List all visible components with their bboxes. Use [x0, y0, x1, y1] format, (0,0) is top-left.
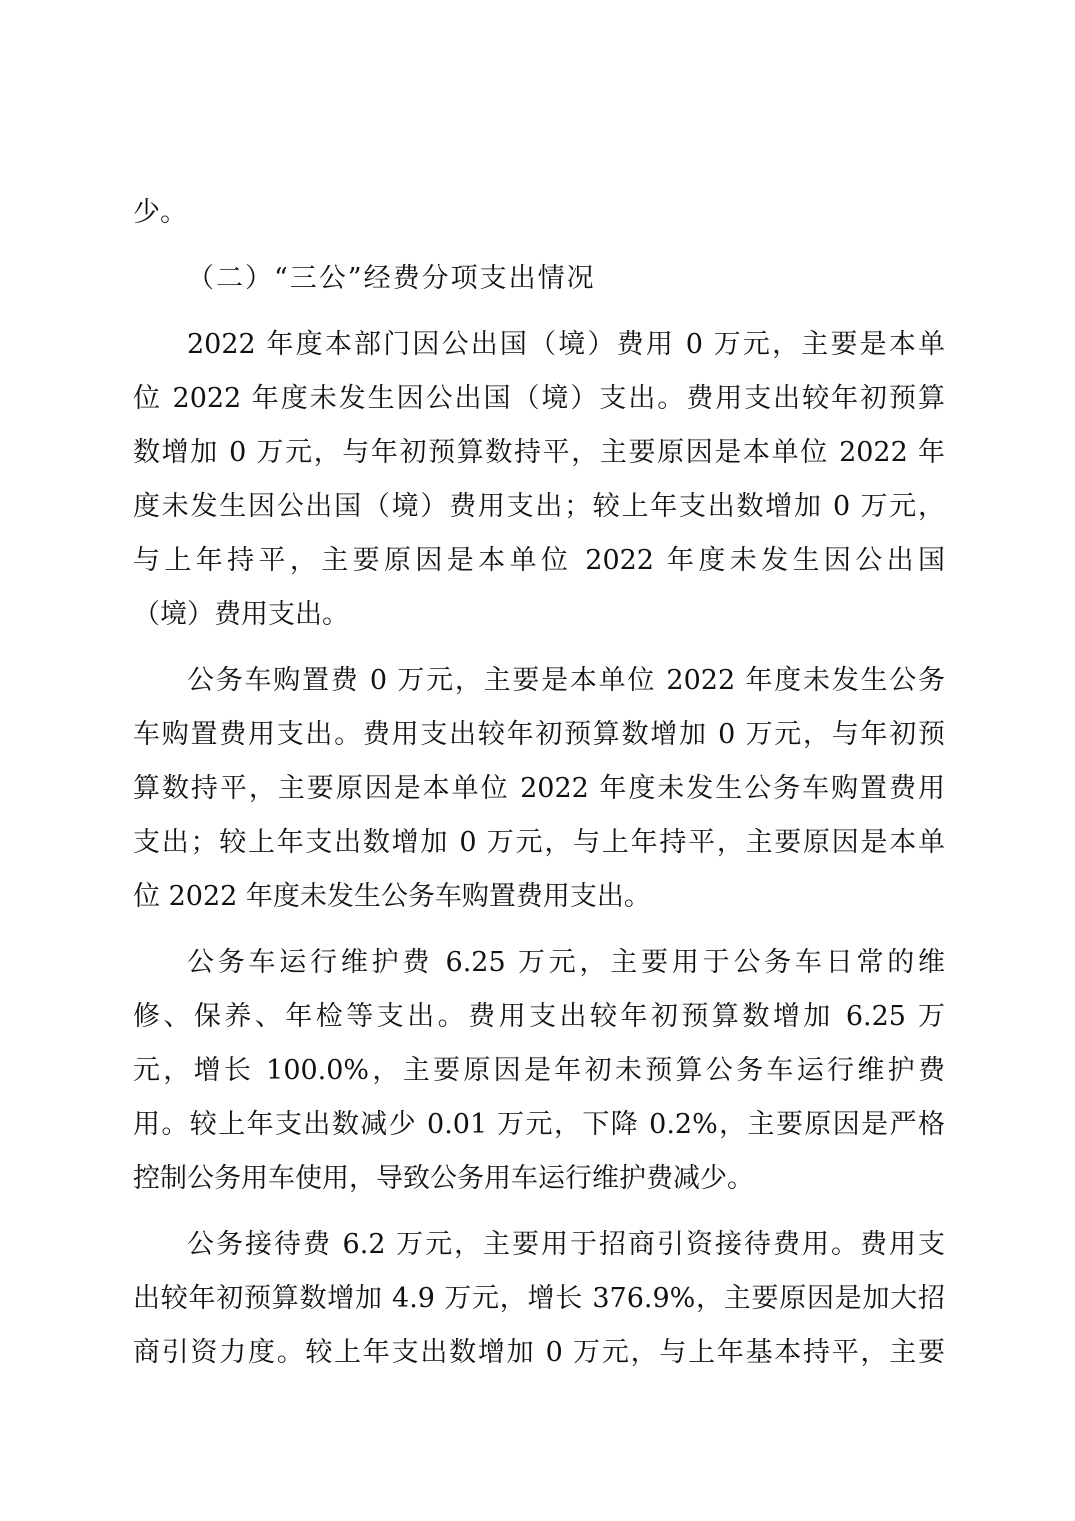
paragraph-overseas-travel — [133, 318, 945, 642]
section-heading: （二）“三公”经费分项支出情况 — [187, 263, 596, 294]
text-line: 出较年初预算数增加 4.9 万元，增长 376.9%，主要原因是加大招 — [133, 1283, 945, 1314]
continued-paragraph-end: 少。 — [133, 197, 187, 228]
text-line: 公务车运行维护费 6.25 万元，主要用于公务车日常的维 — [187, 947, 945, 978]
text-line: 位 2022 年度未发生公务车购置费用支出。 — [133, 881, 651, 912]
text-line: 支出；较上年支出数增加 0 万元，与上年持平，主要原因是本单 — [133, 827, 945, 858]
text-line: 2022 年度本部门因公出国（境）费用 0 万元，主要是本单 — [187, 329, 945, 360]
text-line: 位 2022 年度未发生因公出国（境）支出。费用支出较年初预算 — [133, 383, 945, 414]
paragraph-reception — [133, 1218, 945, 1380]
text-line: 控制公务用车使用，导致公务用车运行维护费减少。 — [133, 1163, 754, 1194]
text-line: 公务接待费 6.2 万元，主要用于招商引资接待费用。费用支 — [187, 1229, 945, 1260]
text-line: （境）费用支出。 — [133, 599, 349, 630]
text-line: 度未发生因公出国（境）费用支出；较上年支出数增加 0 万元， — [133, 491, 945, 522]
text-line: 用。较上年支出数减少 0.01 万元，下降 0.2%，主要原因是严格 — [133, 1109, 945, 1140]
text-line: 修、保养、年检等支出。费用支出较年初预算数增加 6.25 万 — [133, 1001, 945, 1032]
paragraph-vehicle-purchase — [133, 654, 945, 924]
text-line: 元，增长 100.0%，主要原因是年初未预算公务车运行维护费 — [133, 1055, 945, 1086]
text-line: 车购置费用支出。费用支出较年初预算数增加 0 万元，与年初预 — [133, 719, 945, 750]
document-body — [133, 186, 945, 1380]
text-line: 公务车购置费 0 万元，主要是本单位 2022 年度未发生公务 — [187, 665, 945, 696]
paragraph-vehicle-maintenance — [133, 936, 945, 1206]
text-line: 商引资力度。较上年支出数增加 0 万元，与上年基本持平，主要 — [133, 1337, 945, 1368]
text-line: 算数持平，主要原因是本单位 2022 年度未发生公务车购置费用 — [133, 773, 945, 804]
text-line: 与上年持平，主要原因是本单位 2022 年度未发生因公出国 — [133, 545, 945, 576]
text-line: 数增加 0 万元，与年初预算数持平，主要原因是本单位 2022 年 — [133, 437, 945, 468]
